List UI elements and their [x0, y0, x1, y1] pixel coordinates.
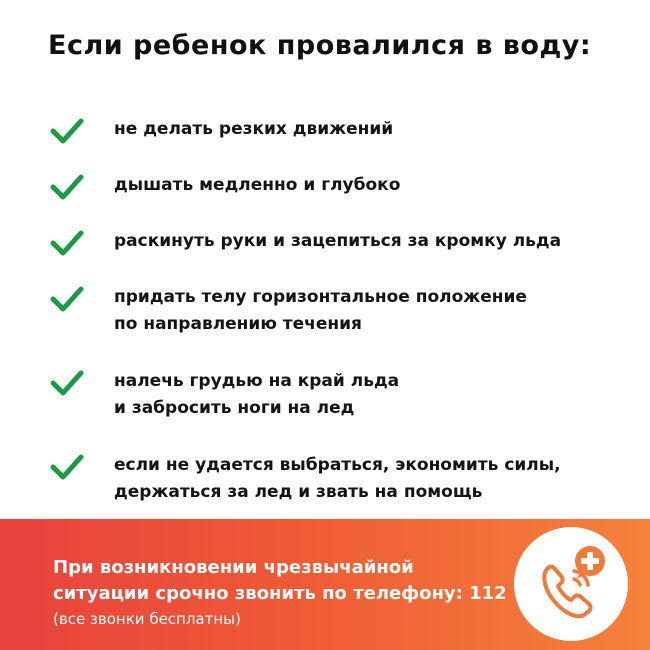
list-item: [50, 228, 610, 258]
list-item-text: налечь грудью на край льда: [114, 371, 400, 391]
list-item: [50, 368, 610, 422]
list-item-text: и забросить ноги на лед: [114, 398, 355, 418]
emergency-line-2: ситуации срочно звонить по телефону: 112: [53, 583, 507, 604]
list-item: [50, 452, 610, 506]
list-item-text: придать телу горизонтальное положение: [114, 287, 527, 307]
list-item-text: дышать медленно и глубоко: [114, 175, 401, 195]
check-mark-icon: [50, 228, 84, 258]
check-mark-icon: [50, 284, 84, 314]
list-item-text: не делать резких движений: [114, 119, 394, 139]
phone-medical-cross-icon: [514, 527, 628, 641]
list-item: [50, 284, 610, 338]
page-title: Если ребенок провалился в воду:: [48, 30, 592, 61]
check-mark-icon: [50, 172, 84, 202]
check-mark-icon: [50, 116, 84, 146]
emergency-note: (все звонки бесплатны): [53, 610, 241, 628]
list-item-text: держаться за лед и звать на помощь: [114, 482, 483, 502]
list-item-text: раскинуть руки и зацепиться за кромку льда: [114, 231, 562, 251]
check-mark-icon: [50, 368, 84, 398]
list-item: [50, 172, 610, 202]
emergency-line-1: При возникновении чрезвычайной: [53, 557, 414, 578]
list-item-text: по направлению течения: [114, 314, 362, 334]
check-mark-icon: [50, 452, 84, 482]
list-item: [50, 116, 610, 146]
emergency-text: [53, 555, 513, 631]
list-item-text: если не удается выбраться, экономить силы,: [114, 455, 561, 475]
